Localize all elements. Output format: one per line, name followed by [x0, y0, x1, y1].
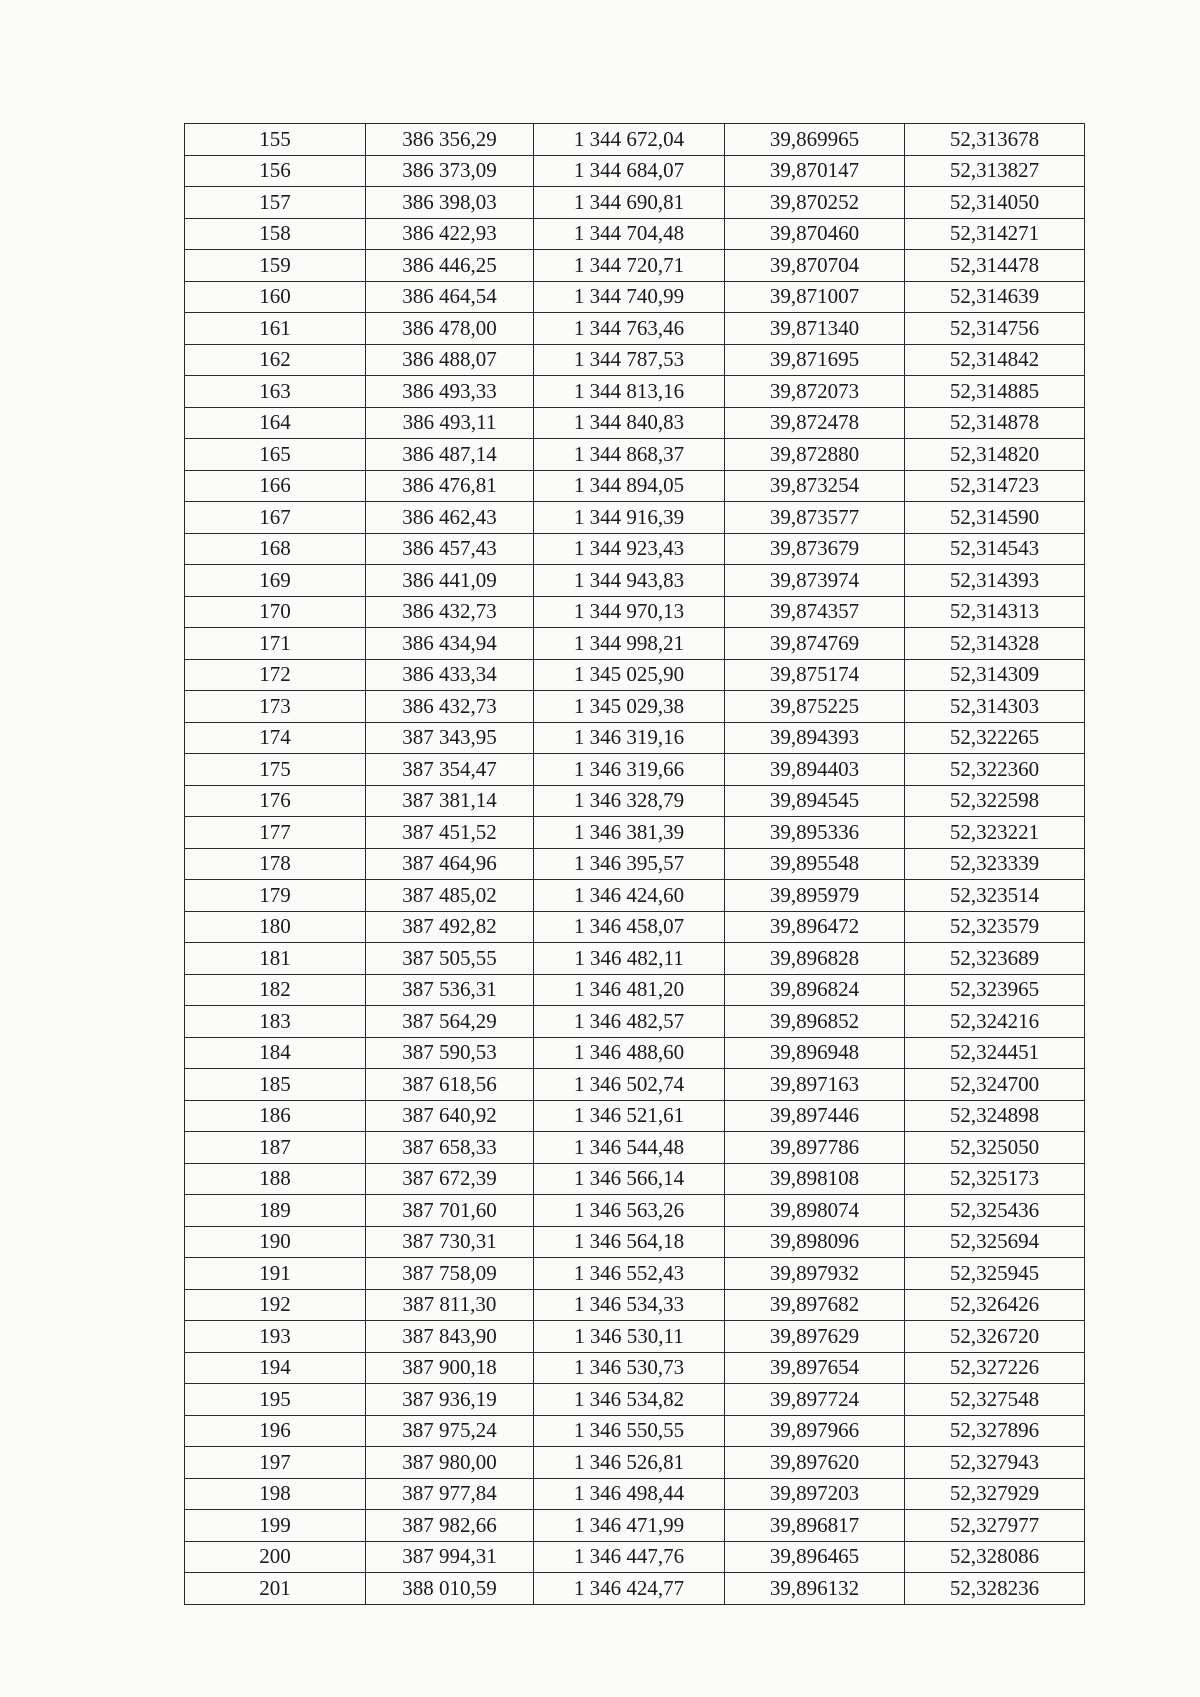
point-number-cell: 179 [185, 880, 366, 912]
latitude-cell: 39,897203 [725, 1478, 905, 1510]
table-row [185, 1415, 1085, 1447]
x-coordinate-cell: 387 451,52 [366, 817, 534, 849]
point-number-cell: 177 [185, 817, 366, 849]
x-coordinate-cell: 387 994,31 [366, 1541, 534, 1573]
longitude-cell: 52,327226 [905, 1352, 1085, 1384]
point-number-cell: 200 [185, 1541, 366, 1573]
y-coordinate-cell: 1 346 424,77 [534, 1573, 725, 1605]
y-coordinate-cell: 1 346 521,61 [534, 1100, 725, 1132]
x-coordinate-cell: 386 464,54 [366, 281, 534, 313]
table-row [185, 628, 1085, 660]
y-coordinate-cell: 1 344 787,53 [534, 344, 725, 376]
longitude-cell: 52,328086 [905, 1541, 1085, 1573]
y-coordinate-cell: 1 346 552,43 [534, 1258, 725, 1290]
table-row [185, 1258, 1085, 1290]
latitude-cell: 39,898074 [725, 1195, 905, 1227]
point-number-cell: 173 [185, 691, 366, 723]
x-coordinate-cell: 387 485,02 [366, 880, 534, 912]
latitude-cell: 39,898096 [725, 1226, 905, 1258]
longitude-cell: 52,314878 [905, 407, 1085, 439]
table-row [185, 439, 1085, 471]
y-coordinate-cell: 1 344 894,05 [534, 470, 725, 502]
point-number-cell: 157 [185, 187, 366, 219]
latitude-cell: 39,869965 [725, 124, 905, 156]
table-row [185, 1195, 1085, 1227]
y-coordinate-cell: 1 346 458,07 [534, 911, 725, 943]
y-coordinate-cell: 1 346 481,20 [534, 974, 725, 1006]
latitude-cell: 39,897654 [725, 1352, 905, 1384]
longitude-cell: 52,314393 [905, 565, 1085, 597]
point-number-cell: 170 [185, 596, 366, 628]
longitude-cell: 52,314478 [905, 250, 1085, 282]
longitude-cell: 52,323514 [905, 880, 1085, 912]
y-coordinate-cell: 1 344 840,83 [534, 407, 725, 439]
table-row [185, 1226, 1085, 1258]
x-coordinate-cell: 386 434,94 [366, 628, 534, 660]
table-row [185, 722, 1085, 754]
table-row [185, 1132, 1085, 1164]
x-coordinate-cell: 387 618,56 [366, 1069, 534, 1101]
longitude-cell: 52,314639 [905, 281, 1085, 313]
latitude-cell: 39,897724 [725, 1384, 905, 1416]
y-coordinate-cell: 1 346 319,16 [534, 722, 725, 754]
point-number-cell: 181 [185, 943, 366, 975]
latitude-cell: 39,897629 [725, 1321, 905, 1353]
x-coordinate-cell: 386 462,43 [366, 502, 534, 534]
x-coordinate-cell: 386 441,09 [366, 565, 534, 597]
latitude-cell: 39,875174 [725, 659, 905, 691]
longitude-cell: 52,325694 [905, 1226, 1085, 1258]
x-coordinate-cell: 387 672,39 [366, 1163, 534, 1195]
y-coordinate-cell: 1 346 526,81 [534, 1447, 725, 1479]
x-coordinate-cell: 387 564,29 [366, 1006, 534, 1038]
longitude-cell: 52,327977 [905, 1510, 1085, 1542]
x-coordinate-cell: 386 488,07 [366, 344, 534, 376]
y-coordinate-cell: 1 346 319,66 [534, 754, 725, 786]
longitude-cell: 52,314723 [905, 470, 1085, 502]
y-coordinate-cell: 1 346 482,11 [534, 943, 725, 975]
y-coordinate-cell: 1 344 720,71 [534, 250, 725, 282]
latitude-cell: 39,873254 [725, 470, 905, 502]
point-number-cell: 176 [185, 785, 366, 817]
latitude-cell: 39,870460 [725, 218, 905, 250]
longitude-cell: 52,314313 [905, 596, 1085, 628]
table-row [185, 344, 1085, 376]
x-coordinate-cell: 386 356,29 [366, 124, 534, 156]
point-number-cell: 189 [185, 1195, 366, 1227]
table-row [185, 533, 1085, 565]
point-number-cell: 172 [185, 659, 366, 691]
table-row [185, 407, 1085, 439]
point-number-cell: 192 [185, 1289, 366, 1321]
table-row [185, 1384, 1085, 1416]
latitude-cell: 39,897163 [725, 1069, 905, 1101]
y-coordinate-cell: 1 346 424,60 [534, 880, 725, 912]
point-number-cell: 187 [185, 1132, 366, 1164]
longitude-cell: 52,323221 [905, 817, 1085, 849]
y-coordinate-cell: 1 344 813,16 [534, 376, 725, 408]
longitude-cell: 52,314756 [905, 313, 1085, 345]
longitude-cell: 52,322265 [905, 722, 1085, 754]
x-coordinate-cell: 387 464,96 [366, 848, 534, 880]
table-row [185, 785, 1085, 817]
latitude-cell: 39,896948 [725, 1037, 905, 1069]
y-coordinate-cell: 1 346 447,76 [534, 1541, 725, 1573]
y-coordinate-cell: 1 344 998,21 [534, 628, 725, 660]
y-coordinate-cell: 1 346 534,82 [534, 1384, 725, 1416]
longitude-cell: 52,325050 [905, 1132, 1085, 1164]
x-coordinate-cell: 387 975,24 [366, 1415, 534, 1447]
point-number-cell: 162 [185, 344, 366, 376]
latitude-cell: 39,897620 [725, 1447, 905, 1479]
table-row [185, 911, 1085, 943]
x-coordinate-cell: 386 478,00 [366, 313, 534, 345]
table-row [185, 1352, 1085, 1384]
y-coordinate-cell: 1 346 502,74 [534, 1069, 725, 1101]
x-coordinate-cell: 388 010,59 [366, 1573, 534, 1605]
latitude-cell: 39,897786 [725, 1132, 905, 1164]
x-coordinate-cell: 386 373,09 [366, 155, 534, 187]
longitude-cell: 52,314303 [905, 691, 1085, 723]
latitude-cell: 39,870704 [725, 250, 905, 282]
y-coordinate-cell: 1 346 498,44 [534, 1478, 725, 1510]
longitude-cell: 52,314842 [905, 344, 1085, 376]
y-coordinate-cell: 1 344 690,81 [534, 187, 725, 219]
longitude-cell: 52,323689 [905, 943, 1085, 975]
point-number-cell: 155 [185, 124, 366, 156]
longitude-cell: 52,314590 [905, 502, 1085, 534]
y-coordinate-cell: 1 346 488,60 [534, 1037, 725, 1069]
x-coordinate-cell: 387 492,82 [366, 911, 534, 943]
y-coordinate-cell: 1 344 704,48 [534, 218, 725, 250]
latitude-cell: 39,894403 [725, 754, 905, 786]
y-coordinate-cell: 1 346 563,26 [534, 1195, 725, 1227]
y-coordinate-cell: 1 344 916,39 [534, 502, 725, 534]
y-coordinate-cell: 1 346 550,55 [534, 1415, 725, 1447]
x-coordinate-cell: 387 590,53 [366, 1037, 534, 1069]
point-number-cell: 160 [185, 281, 366, 313]
table-row [185, 1163, 1085, 1195]
table-row [185, 155, 1085, 187]
x-coordinate-cell: 387 343,95 [366, 722, 534, 754]
latitude-cell: 39,870252 [725, 187, 905, 219]
longitude-cell: 52,325436 [905, 1195, 1085, 1227]
point-number-cell: 168 [185, 533, 366, 565]
point-number-cell: 198 [185, 1478, 366, 1510]
table-row [185, 1510, 1085, 1542]
point-number-cell: 199 [185, 1510, 366, 1542]
table-row [185, 376, 1085, 408]
latitude-cell: 39,894545 [725, 785, 905, 817]
x-coordinate-cell: 387 658,33 [366, 1132, 534, 1164]
point-number-cell: 165 [185, 439, 366, 471]
table-row [185, 187, 1085, 219]
longitude-cell: 52,322598 [905, 785, 1085, 817]
latitude-cell: 39,871340 [725, 313, 905, 345]
x-coordinate-cell: 386 432,73 [366, 596, 534, 628]
x-coordinate-cell: 387 843,90 [366, 1321, 534, 1353]
point-number-cell: 194 [185, 1352, 366, 1384]
latitude-cell: 39,871695 [725, 344, 905, 376]
x-coordinate-cell: 386 398,03 [366, 187, 534, 219]
point-number-cell: 171 [185, 628, 366, 660]
longitude-cell: 52,325173 [905, 1163, 1085, 1195]
table-row [185, 1541, 1085, 1573]
y-coordinate-cell: 1 346 482,57 [534, 1006, 725, 1038]
table-row [185, 754, 1085, 786]
table-row [185, 691, 1085, 723]
latitude-cell: 39,896828 [725, 943, 905, 975]
point-number-cell: 158 [185, 218, 366, 250]
longitude-cell: 52,314885 [905, 376, 1085, 408]
latitude-cell: 39,896472 [725, 911, 905, 943]
point-number-cell: 174 [185, 722, 366, 754]
point-number-cell: 182 [185, 974, 366, 1006]
x-coordinate-cell: 387 900,18 [366, 1352, 534, 1384]
table-row [185, 596, 1085, 628]
latitude-cell: 39,896132 [725, 1573, 905, 1605]
y-coordinate-cell: 1 346 471,99 [534, 1510, 725, 1542]
longitude-cell: 52,324451 [905, 1037, 1085, 1069]
table-row [185, 502, 1085, 534]
x-coordinate-cell: 386 493,33 [366, 376, 534, 408]
x-coordinate-cell: 387 505,55 [366, 943, 534, 975]
x-coordinate-cell: 387 381,14 [366, 785, 534, 817]
y-coordinate-cell: 1 346 534,33 [534, 1289, 725, 1321]
longitude-cell: 52,313827 [905, 155, 1085, 187]
point-number-cell: 159 [185, 250, 366, 282]
longitude-cell: 52,326720 [905, 1321, 1085, 1353]
longitude-cell: 52,326426 [905, 1289, 1085, 1321]
latitude-cell: 39,873974 [725, 565, 905, 597]
x-coordinate-cell: 387 936,19 [366, 1384, 534, 1416]
y-coordinate-cell: 1 346 381,39 [534, 817, 725, 849]
point-number-cell: 164 [185, 407, 366, 439]
x-coordinate-cell: 386 422,93 [366, 218, 534, 250]
longitude-cell: 52,324216 [905, 1006, 1085, 1038]
point-number-cell: 185 [185, 1069, 366, 1101]
point-number-cell: 180 [185, 911, 366, 943]
point-number-cell: 178 [185, 848, 366, 880]
table-row [185, 1037, 1085, 1069]
y-coordinate-cell: 1 344 763,46 [534, 313, 725, 345]
latitude-cell: 39,895548 [725, 848, 905, 880]
latitude-cell: 39,895979 [725, 880, 905, 912]
table-row [185, 848, 1085, 880]
table-row [185, 943, 1085, 975]
y-coordinate-cell: 1 346 328,79 [534, 785, 725, 817]
latitude-cell: 39,874769 [725, 628, 905, 660]
latitude-cell: 39,897932 [725, 1258, 905, 1290]
table-row [185, 1573, 1085, 1605]
table-row [185, 1289, 1085, 1321]
point-number-cell: 166 [185, 470, 366, 502]
longitude-cell: 52,314271 [905, 218, 1085, 250]
latitude-cell: 39,897966 [725, 1415, 905, 1447]
y-coordinate-cell: 1 344 672,04 [534, 124, 725, 156]
point-number-cell: 175 [185, 754, 366, 786]
x-coordinate-cell: 386 476,81 [366, 470, 534, 502]
x-coordinate-cell: 386 487,14 [366, 439, 534, 471]
latitude-cell: 39,896817 [725, 1510, 905, 1542]
point-number-cell: 184 [185, 1037, 366, 1069]
y-coordinate-cell: 1 346 544,48 [534, 1132, 725, 1164]
point-number-cell: 191 [185, 1258, 366, 1290]
latitude-cell: 39,896465 [725, 1541, 905, 1573]
latitude-cell: 39,870147 [725, 155, 905, 187]
longitude-cell: 52,314543 [905, 533, 1085, 565]
longitude-cell: 52,324898 [905, 1100, 1085, 1132]
latitude-cell: 39,875225 [725, 691, 905, 723]
table-row [185, 1100, 1085, 1132]
table-row [185, 470, 1085, 502]
coordinates-table-body [185, 124, 1085, 1605]
latitude-cell: 39,873679 [725, 533, 905, 565]
latitude-cell: 39,896852 [725, 1006, 905, 1038]
x-coordinate-cell: 387 980,00 [366, 1447, 534, 1479]
table-row [185, 565, 1085, 597]
table-row [185, 281, 1085, 313]
y-coordinate-cell: 1 344 923,43 [534, 533, 725, 565]
point-number-cell: 193 [185, 1321, 366, 1353]
latitude-cell: 39,874357 [725, 596, 905, 628]
longitude-cell: 52,323965 [905, 974, 1085, 1006]
longitude-cell: 52,323579 [905, 911, 1085, 943]
table-row [185, 817, 1085, 849]
longitude-cell: 52,314328 [905, 628, 1085, 660]
longitude-cell: 52,313678 [905, 124, 1085, 156]
longitude-cell: 52,322360 [905, 754, 1085, 786]
point-number-cell: 186 [185, 1100, 366, 1132]
longitude-cell: 52,328236 [905, 1573, 1085, 1605]
y-coordinate-cell: 1 344 740,99 [534, 281, 725, 313]
point-number-cell: 190 [185, 1226, 366, 1258]
y-coordinate-cell: 1 344 684,07 [534, 155, 725, 187]
x-coordinate-cell: 387 640,92 [366, 1100, 534, 1132]
table-row [185, 1069, 1085, 1101]
point-number-cell: 169 [185, 565, 366, 597]
x-coordinate-cell: 387 354,47 [366, 754, 534, 786]
longitude-cell: 52,327929 [905, 1478, 1085, 1510]
table-row [185, 1478, 1085, 1510]
latitude-cell: 39,894393 [725, 722, 905, 754]
x-coordinate-cell: 387 536,31 [366, 974, 534, 1006]
table-row [185, 1006, 1085, 1038]
point-number-cell: 183 [185, 1006, 366, 1038]
latitude-cell: 39,872880 [725, 439, 905, 471]
point-number-cell: 156 [185, 155, 366, 187]
y-coordinate-cell: 1 345 029,38 [534, 691, 725, 723]
longitude-cell: 52,314050 [905, 187, 1085, 219]
table-row [185, 218, 1085, 250]
x-coordinate-cell: 387 758,09 [366, 1258, 534, 1290]
x-coordinate-cell: 386 457,43 [366, 533, 534, 565]
point-number-cell: 161 [185, 313, 366, 345]
longitude-cell: 52,327943 [905, 1447, 1085, 1479]
y-coordinate-cell: 1 345 025,90 [534, 659, 725, 691]
x-coordinate-cell: 387 982,66 [366, 1510, 534, 1542]
latitude-cell: 39,896824 [725, 974, 905, 1006]
table-row [185, 250, 1085, 282]
table-row [185, 124, 1085, 156]
coordinates-table [184, 123, 1085, 1605]
point-number-cell: 197 [185, 1447, 366, 1479]
table-row [185, 313, 1085, 345]
point-number-cell: 167 [185, 502, 366, 534]
table-row [185, 880, 1085, 912]
table-row [185, 1447, 1085, 1479]
latitude-cell: 39,871007 [725, 281, 905, 313]
y-coordinate-cell: 1 346 530,73 [534, 1352, 725, 1384]
y-coordinate-cell: 1 344 868,37 [534, 439, 725, 471]
point-number-cell: 195 [185, 1384, 366, 1416]
x-coordinate-cell: 386 493,11 [366, 407, 534, 439]
longitude-cell: 52,323339 [905, 848, 1085, 880]
latitude-cell: 39,872478 [725, 407, 905, 439]
table-row [185, 659, 1085, 691]
point-number-cell: 188 [185, 1163, 366, 1195]
latitude-cell: 39,898108 [725, 1163, 905, 1195]
point-number-cell: 163 [185, 376, 366, 408]
longitude-cell: 52,327896 [905, 1415, 1085, 1447]
x-coordinate-cell: 387 977,84 [366, 1478, 534, 1510]
longitude-cell: 52,314820 [905, 439, 1085, 471]
y-coordinate-cell: 1 346 566,14 [534, 1163, 725, 1195]
x-coordinate-cell: 386 446,25 [366, 250, 534, 282]
longitude-cell: 52,324700 [905, 1069, 1085, 1101]
latitude-cell: 39,897682 [725, 1289, 905, 1321]
y-coordinate-cell: 1 344 943,83 [534, 565, 725, 597]
x-coordinate-cell: 387 701,60 [366, 1195, 534, 1227]
y-coordinate-cell: 1 346 564,18 [534, 1226, 725, 1258]
table-row [185, 1321, 1085, 1353]
x-coordinate-cell: 387 811,30 [366, 1289, 534, 1321]
point-number-cell: 196 [185, 1415, 366, 1447]
latitude-cell: 39,895336 [725, 817, 905, 849]
y-coordinate-cell: 1 346 395,57 [534, 848, 725, 880]
latitude-cell: 39,897446 [725, 1100, 905, 1132]
y-coordinate-cell: 1 344 970,13 [534, 596, 725, 628]
point-number-cell: 201 [185, 1573, 366, 1605]
table-row [185, 974, 1085, 1006]
latitude-cell: 39,873577 [725, 502, 905, 534]
x-coordinate-cell: 386 433,34 [366, 659, 534, 691]
longitude-cell: 52,325945 [905, 1258, 1085, 1290]
longitude-cell: 52,314309 [905, 659, 1085, 691]
x-coordinate-cell: 386 432,73 [366, 691, 534, 723]
latitude-cell: 39,872073 [725, 376, 905, 408]
y-coordinate-cell: 1 346 530,11 [534, 1321, 725, 1353]
longitude-cell: 52,327548 [905, 1384, 1085, 1416]
x-coordinate-cell: 387 730,31 [366, 1226, 534, 1258]
